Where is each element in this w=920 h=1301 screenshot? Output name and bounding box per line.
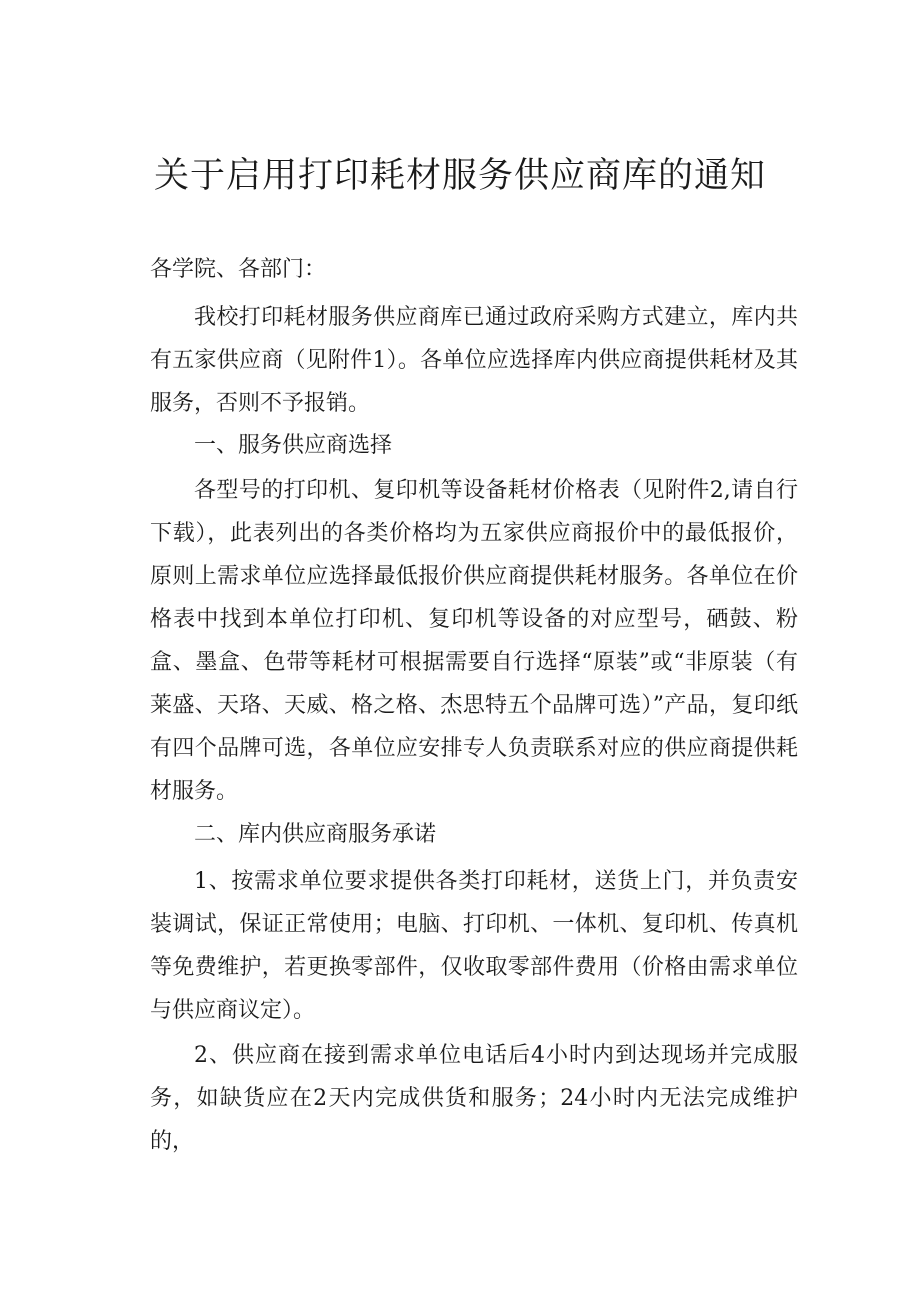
salutation: 各学院、各部门： xyxy=(150,257,327,282)
section-heading-1: 一、服务供应商选择 xyxy=(194,433,393,458)
intro-paragraph: 我校打印耗材服务供应商库已通过政府采购方式建立，库内共有五家供应商（见附件1）。各单位应选择库内供应商提供耗材及其服务，否则不予报销。 xyxy=(150,305,798,416)
section1-paragraph: 各型号的打印机、复印机等设备耗材价格表（见附件2,请自行下载），此表列出的各类价格均为五家供应商报价中的最低报价，原则上需求单位应选择最低报价供应商提供耗材服务。各单位在价格表中找到本单位打印机、复印机等设备的对应型号，硒鼓、粉盒、墨盒、色带等耗材可根据需要自行选择“原装”或“非原装（有莱盛、天珞、天威、格之格、杰思特五个品牌可选）”产品，复印纸有四个品牌可选，各单位应安排专人负责联系对应的供应商提供耗材服务。 xyxy=(150,478,798,804)
commitment-item-1: 1、按需求单位要求提供各类打印耗材，送货上门，并负责安装调试，保证正常使用；电脑、打印机、一体机、复印机、传真机等免费维护，若更换零部件，仅收取零部件费用（价格由需求单位与供应商议定）。 xyxy=(150,869,798,1023)
commitment-item-2: 2、供应商在接到需求单位电话后4小时内到达现场并完成服务，如缺货应在2天内完成供货和服务；24小时内无法完成维护的， xyxy=(150,1043,798,1154)
document-title: 关于启用打印耗材服务供应商库的通知 xyxy=(153,156,766,196)
section-heading-2: 二、库内供应商服务承诺 xyxy=(194,822,437,847)
